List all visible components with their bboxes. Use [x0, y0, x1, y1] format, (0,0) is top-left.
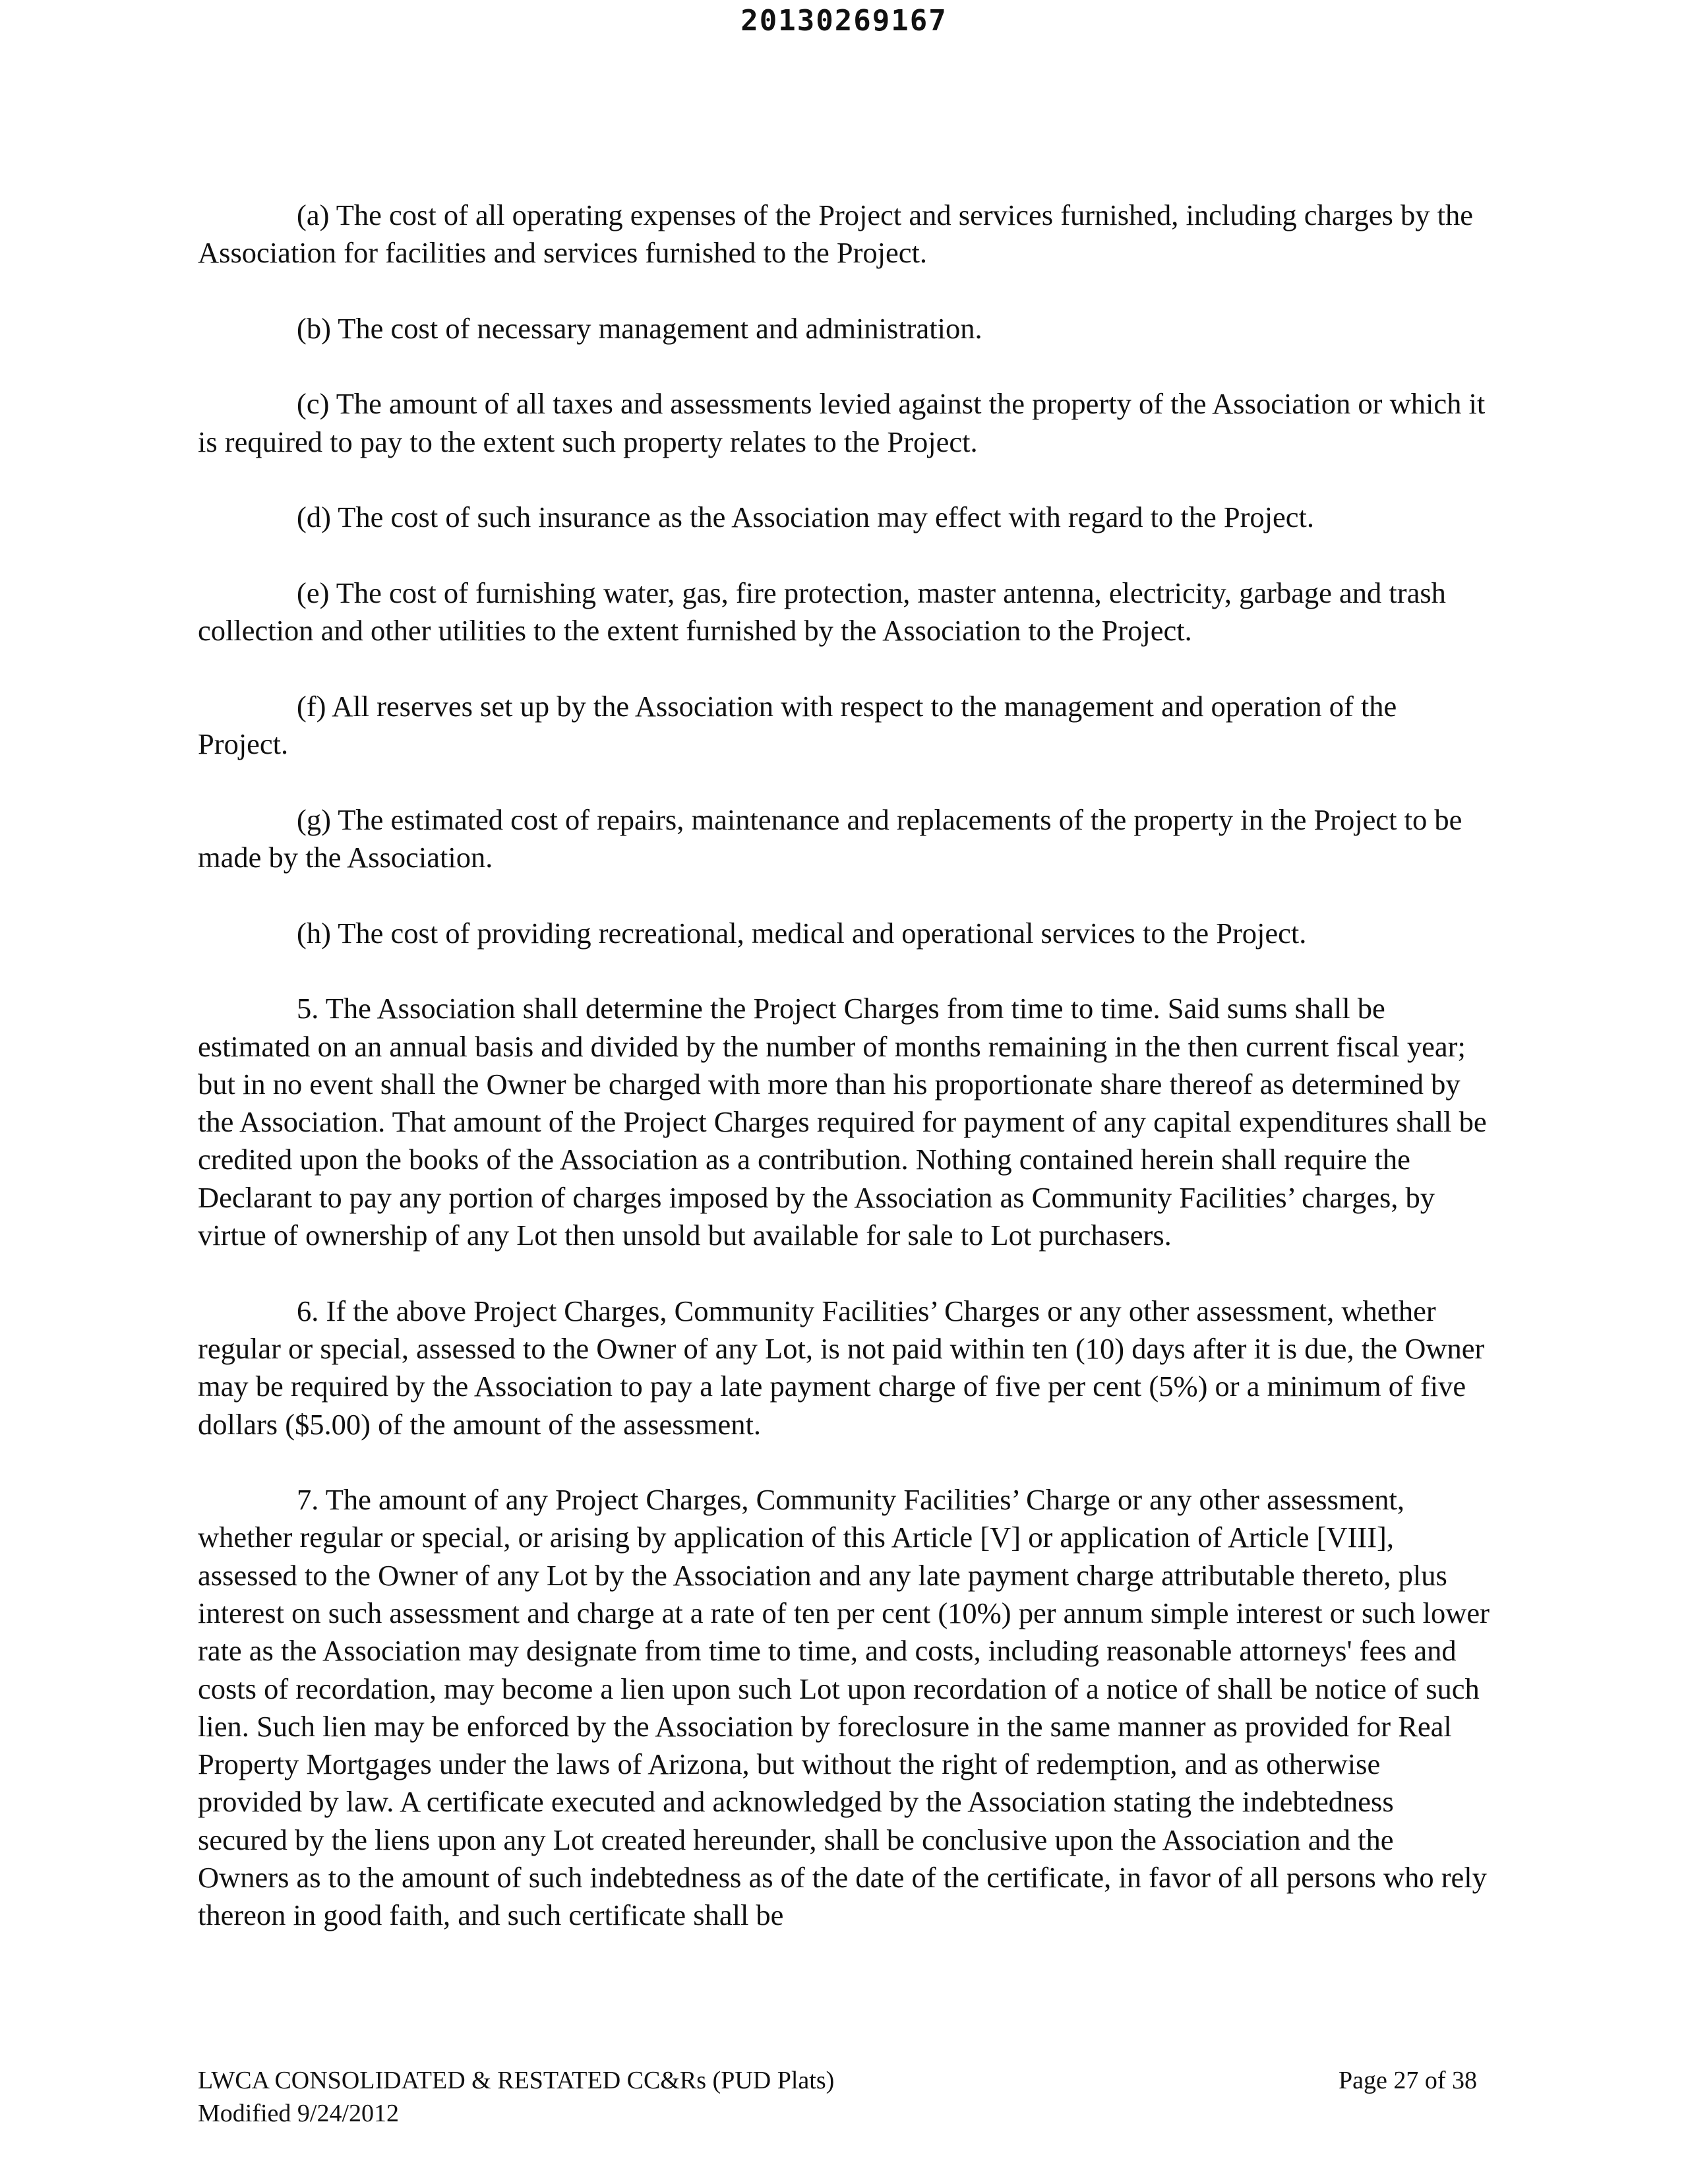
paragraph-b: (b) The cost of necessary management and administration.	[297, 311, 982, 345]
paragraph-6: 6. If the above Project Charges, Community Facilities’ Charges or any other assessment, whether regular or special, assessed to the Owner of any Lot, is not paid within ten (10) days after it is due, the Owner may be required by the Association to pay a late payment charge of five per cent (5%) or a minimum of five dollars ($5.00) of the amount of the assessment.	[198, 1294, 1485, 1441]
paragraph-c: (c) The amount of all taxes and assessments levied against the property of the Association or which it is required to pay to the extent such property relates to the Project.	[198, 387, 1486, 458]
paragraph-a: (a) The cost of all operating expenses of the Project and services furnished, including charges by the Association for facilities and services furnished to the Project.	[198, 198, 1473, 270]
paragraph-d: (d) The cost of such insurance as the Association may effect with regard to the Project.	[297, 501, 1315, 534]
document-body	[198, 197, 1490, 1972]
paragraph-5: 5. The Association shall determine the Project Charges from time to time. Said sums shall be estimated on an annual basis and divided by the number of months remaining in the then current fiscal year; but in no event shall the Owner be charged with more than his proportionate share thereof as determined by the Association. That amount of the Project Charges required for payment of any capital expenditures shall be credited upon the books of the Association as a contribution. Nothing contained herein shall require the Declarant to pay any portion of charges imposed by the Association as Community Facilities’ charges, by virtue of ownership of any Lot then unsold but available for sale to Lot purchasers.	[198, 992, 1487, 1252]
paragraph-7: 7. The amount of any Project Charges, Community Facilities’ Charge or any other assessment, whether regular or special, or arising by application of this Article [V] or application of Article [VIII], assessed to the Owner of any Lot by the Association and any late payment charge attributable thereto, plus interest on such assessment and charge at a rate of ten per cent (10%) per annum simple interest or such lower rate as the Association may designate from time to time, and costs, including reasonable attorneys' fees and costs of recordation, may become a lien upon such Lot upon recordation of a notice of shall be notice of such lien. Such lien may be enforced by the Association by foreclosure in the same manner as provided for Real Property Mortgages under the laws of Arizona, but without the right of redemption, and as otherwise provided by law. A certificate executed and acknowledged by the Association stating the indebtedness secured by the liens upon any Lot created hereunder, shall be conclusive upon the Association and the Owners as to the amount of such indebtedness as of the date of the certificate, in favor of all persons who rely thereon in good faith, and such certificate shall be	[198, 1483, 1490, 1932]
paragraph-g: (g) The estimated cost of repairs, maintenance and replacements of the property in the Project to be made by the Association.	[198, 803, 1462, 874]
paragraph-e: (e) The cost of furnishing water, gas, fire protection, master antenna, electricity, garbage and trash collection and other utilities to the extent furnished by the Association to the Project.	[198, 576, 1446, 648]
footer-document-title: LWCA CONSOLIDATED & RESTATED CC&Rs (PUD Plats)	[198, 2067, 835, 2094]
document-recording-number: 20130269167	[740, 4, 948, 38]
footer-right	[1339, 2064, 1477, 2097]
footer-modified-date: Modified 9/24/2012	[198, 2100, 400, 2127]
page-number: Page 27 of 38	[1338, 2067, 1477, 2094]
paragraph-f: (f) All reserves set up by the Association with respect to the management and operation of the Project.	[198, 689, 1397, 761]
footer-left	[198, 2064, 834, 2130]
paragraph-h: (h) The cost of providing recreational, medical and operational services to the Project.	[297, 916, 1307, 950]
